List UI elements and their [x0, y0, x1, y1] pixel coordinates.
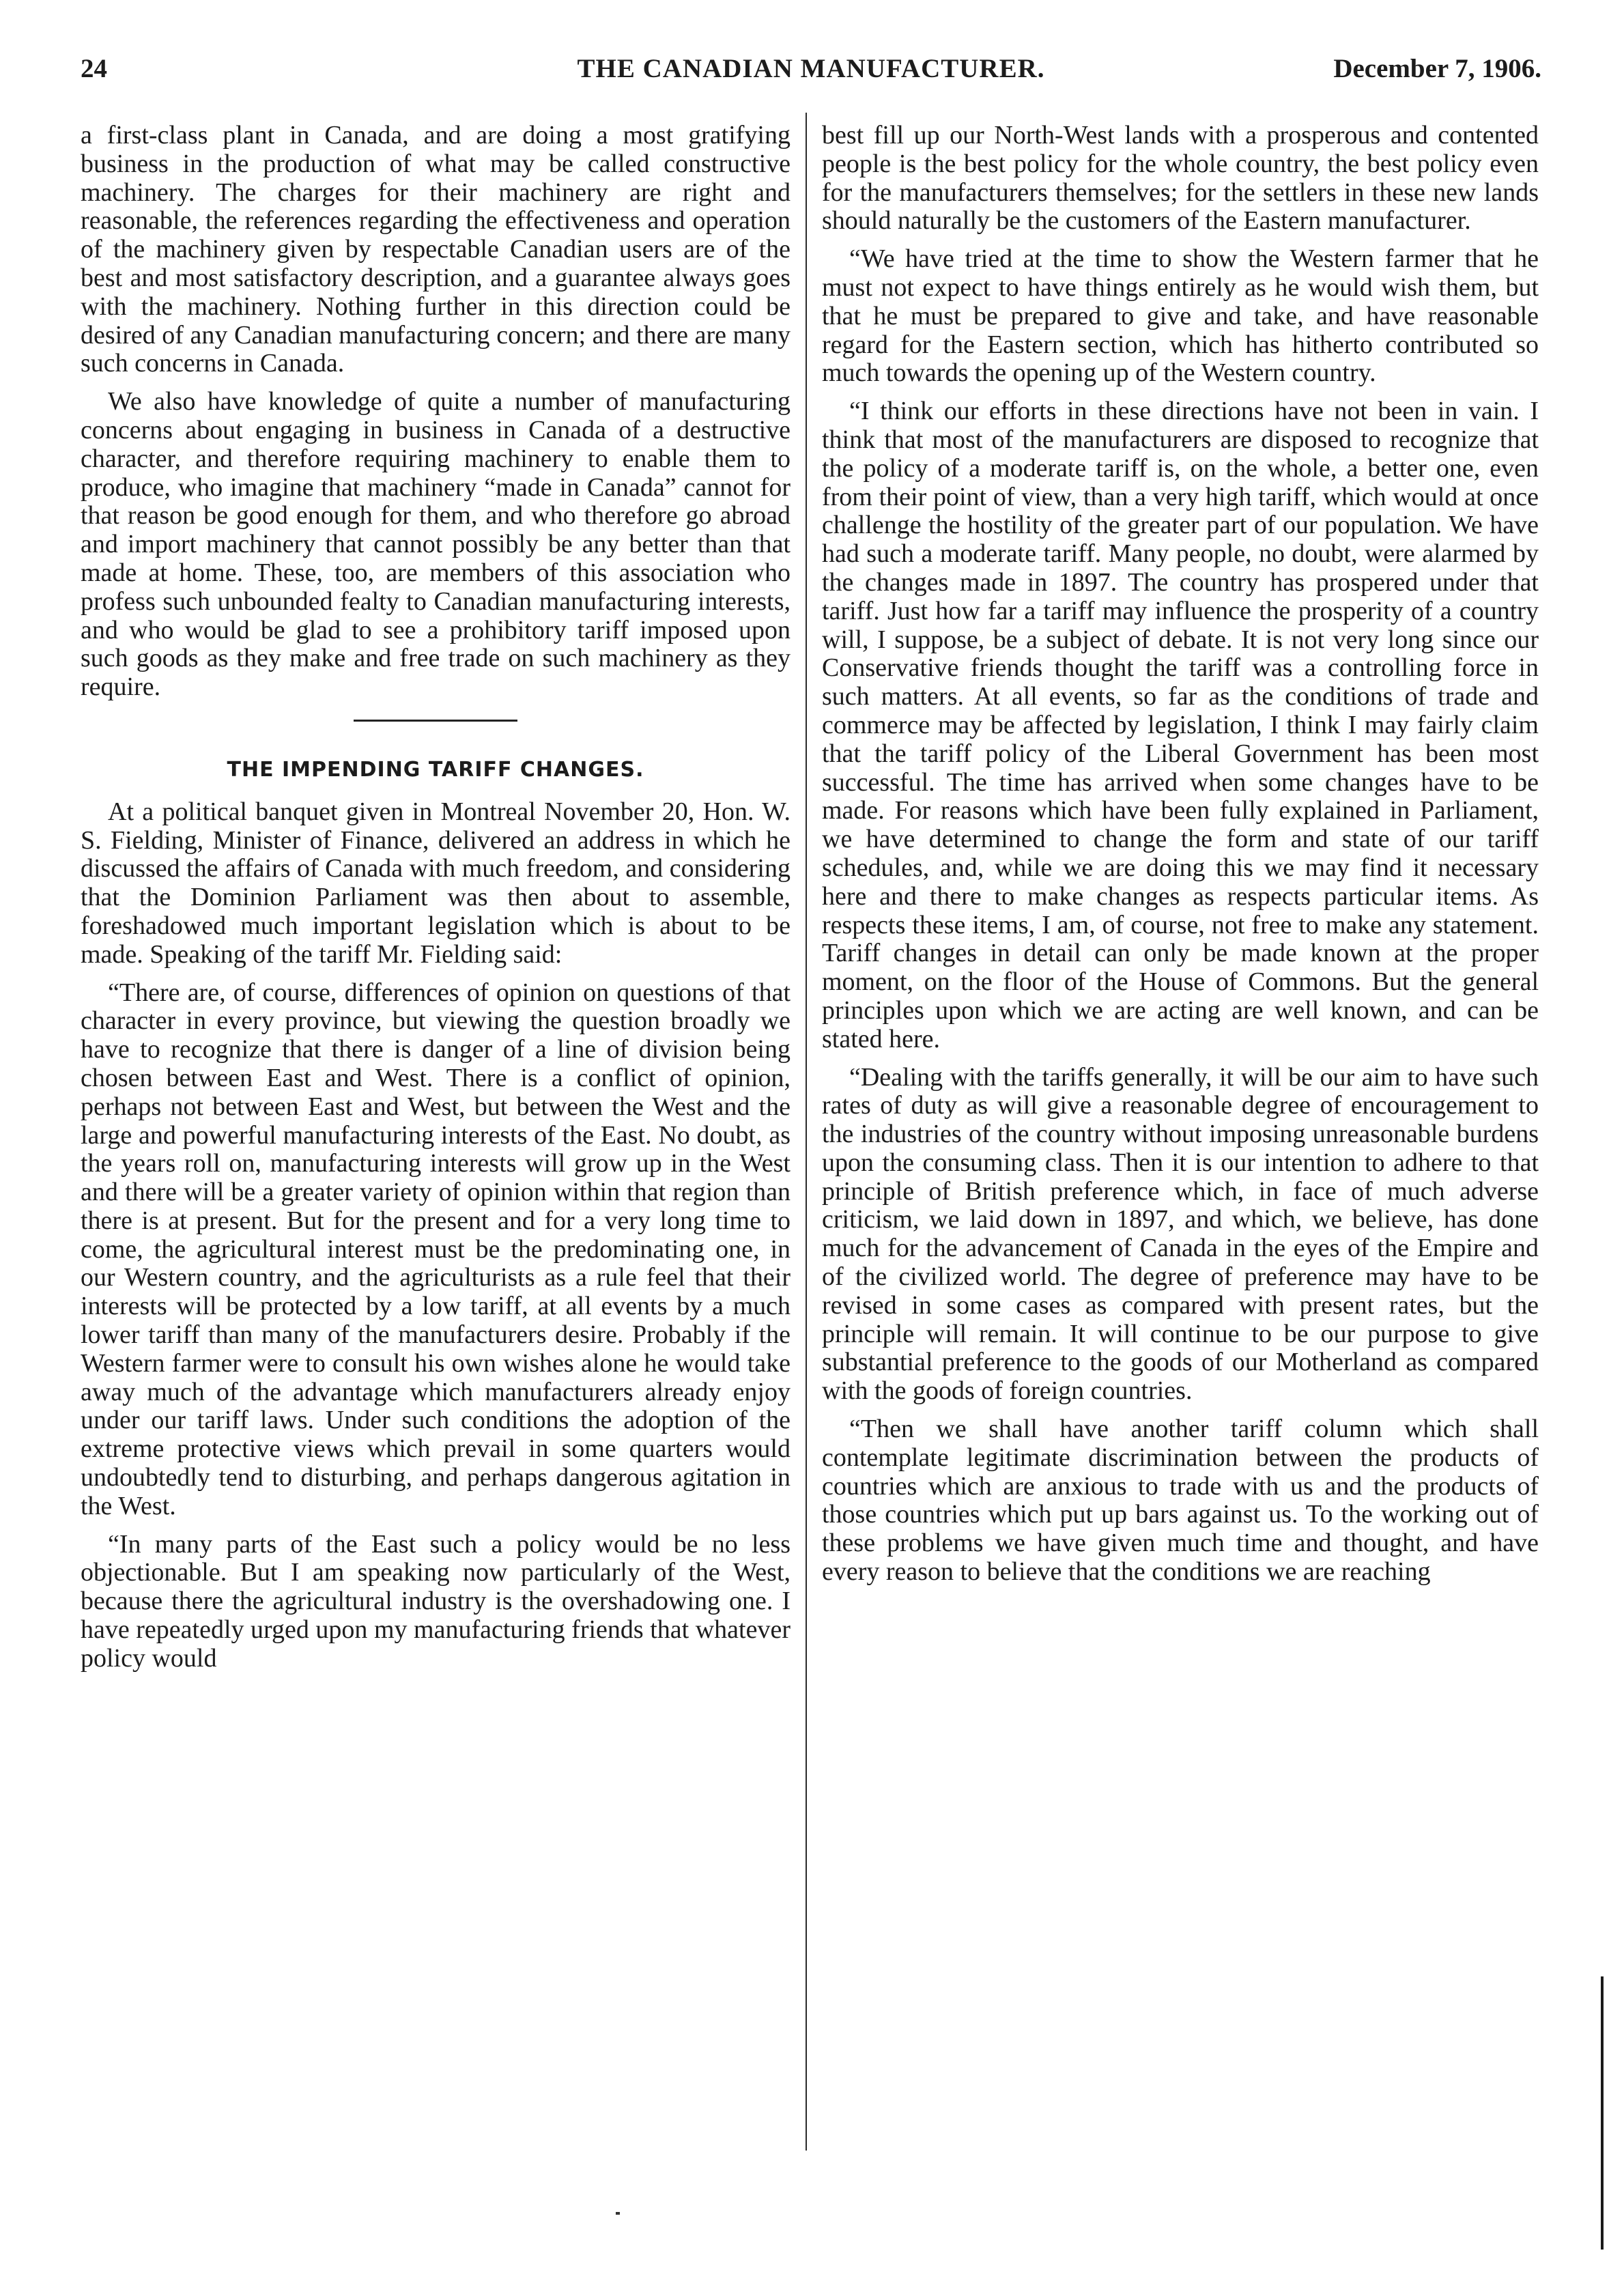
page-header	[81, 49, 1541, 90]
left-column	[81, 122, 790, 1683]
article-paragraph: best fill up our North-West lands with a prosperous and contented people is the best policy for the whole country, the best policy even for the manufacturers themselves; for the settlers in these new lands should naturally be the customers of the Eastern manufacturer.	[822, 121, 1539, 236]
article-paragraph: We also have knowledge of quite a number of manufacturing concerns about engaging in business in Canada of a destructive character, and therefore requiring machinery to enable them to produce, who imagine that machinery “made in Canada” cannot for that reason be good enough for them, and who therefore go abroad and import machinery that cannot possibly be any better than that made at home. These, too, are members of this association who profess such unbounded fealty to Canadian manufacturing interests, and who would be glad to see a prohibitory tariff imposed upon such goods as they make and free trade on such machinery as they require.	[81, 387, 790, 702]
section-rule	[354, 720, 517, 722]
article-paragraph: “In many parts of the East such a policy would be no less objectionable. But I am speaking now particularly of the West, because there the agricultural industry is the overshadowing one. I have repeatedly urged upon my manufacturing friends that whatever policy would	[81, 1529, 790, 1673]
page-number: 24	[81, 54, 107, 83]
print-speck	[616, 2212, 620, 2215]
article-paragraph: “I think our efforts in these directions have not been in vain. I think that most of the manufacturers are disposed to recognize that the policy of a moderate tariff is, on the whole, a better one, even from their point of view, than a very high tariff, which would at once challenge the hostility of the greater part of our population. We have had such a moderate tariff. Many people, no doubt, were alarmed by the changes made in 1897. The country has prospered under that tariff. Just how far a tariff may influence the prosperity of a country will, I suppose, be a subject of debate. It is not very long since our Conservative friends thought the tariff was a controlling force in such matters. At all events, so far as the conditions of trade and commerce may be affected by legislation, I think I may fairly claim that the tariff policy of the Liberal Government has been most successful. The time has arrived when some changes have to be made. For reasons which have been fully explained in Parliament, we have determined to change the form and state of our tariff schedules, and, while we are doing this we may find it necessary here and there to make changes as respects particular items. As respects these items, I am, of course, not free to make any statement. Tariff changes in detail can only be made known at the proper moment, on the floor of the House of Commons. But the general principles upon which we are acting are well known, and can be stated here.	[822, 397, 1539, 1053]
right-column	[822, 122, 1539, 1596]
scan-edge-mark	[1601, 1976, 1604, 2250]
issue-date: December 7, 1906.	[1333, 54, 1541, 83]
section-heading: THE IMPENDING TARIFF CHANGES.	[227, 757, 644, 782]
article-paragraph: “Dealing with the tariffs generally, it will be our aim to have such rates of duty as will give a reasonable degree of encouragement to the industries of the country without imposing unreasonable burdens upon the consuming class. Then it is our intention to adhere to that principle of British preference which, in face of much adverse criticism, we laid down in 1897, and which, we believe, has done much for the advancement of Canada in the eyes of the Empire and of the civilized world. The degree of preference may have to be revised in some cases as compared with present rates, but the principle will remain. It will continue to be our purpose to give substantial preference to the goods of our Motherland as compared with the goods of foreign countries.	[822, 1062, 1539, 1406]
article-paragraph: At a political banquet given in Montreal November 20, Hon. W. S. Fielding, Minister of Finance, delivered an address in which he discussed the affairs of Canada with much freedom, and considering that the Dominion Parliament was then about to assemble, foreshadowed much important legislation which is about to be made. Speaking of the tariff Mr. Fielding said:	[81, 797, 790, 969]
publication-title: THE CANADIAN MANUFACTURER.	[577, 54, 1045, 83]
article-paragraph: “We have tried at the time to show the Western farmer that he must not expect to have things entirely as he would wish them, but that he must be prepared to give and take, and have reasonable regard for the Eastern section, which has hitherto contributed so much towards the opening up of the Western country.	[822, 244, 1539, 388]
article-paragraph: “There are, of course, differences of opinion on questions of that character in every province, but viewing the question broadly we have to recognize that there is danger of a line of division being chosen between East and West. There is a conflict of opinion, perhaps not between East and West, but between the West and the large and powerful manufacturing interests of the East. No doubt, as the years roll on, manufacturing interests will grow up in the West and there will be a greater variety of opinion within that region than there is at present. But for the present and for a very long time to come, the agricultural interest must be the predominating one, in our Western country, and the agriculturists as a rule feel that their interests will be protected by a low tariff, at all events by a much lower tariff than many of the manufacturers desire. Probably if the Western farmer were to consult his own wishes alone he would take away much of the advantage which manufacturers already enjoy under our tariff laws. Under such conditions the adoption of the extreme protective views which prevail in some quarters would undoubtedly tend to disturbing, and perhaps dangerous agitation in the West.	[81, 978, 790, 1520]
article-paragraph: “Then we shall have another tariff column which shall contemplate legitimate discrimination between the products of countries which are anxious to trade with us and the products of those countries which put up bars against us. To the working out of these problems we have given much time and thought, and have every reason to believe that the conditions we are reaching	[822, 1415, 1539, 1587]
article-paragraph: a first-class plant in Canada, and are doing a most gratifying business in the production of what may be called constructive machinery. The charges for their machinery are right and reasonable, the references regarding the effectiveness and operation of the machinery given by respectable Canadian users are of the best and most satisfactory description, and a guarantee always goes with the machinery. Nothing further in this direction could be desired of any Canadian manufacturing concern; and there are many such concerns in Canada.	[81, 121, 790, 378]
column-divider	[806, 113, 807, 2151]
